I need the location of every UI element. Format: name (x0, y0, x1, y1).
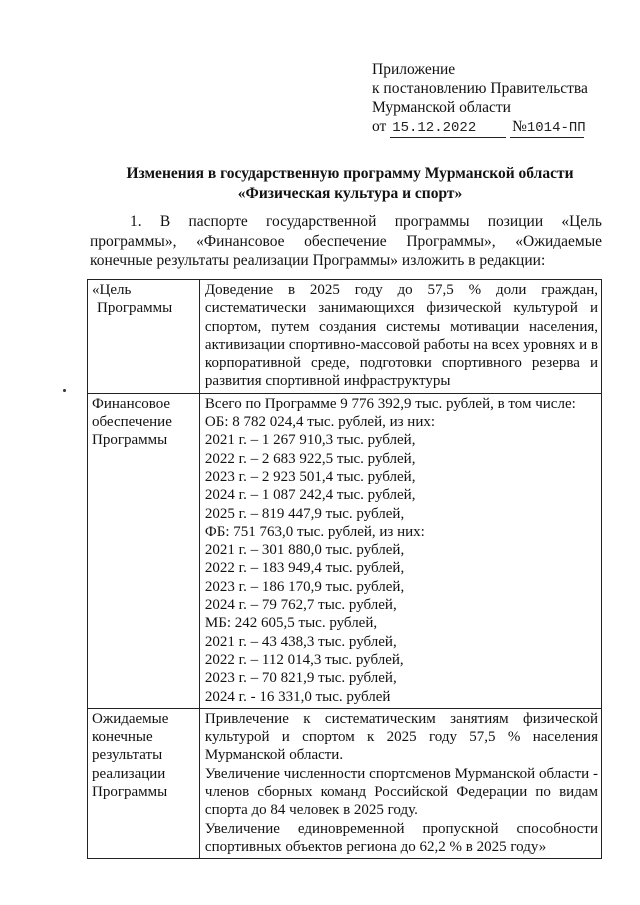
from-label: от (372, 118, 387, 135)
table-row (88, 393, 602, 708)
row-label-goal: «Цель Программы (88, 280, 200, 394)
financing-line: 2023 г. – 186 170,9 тыс. рублей, (204, 578, 405, 595)
financing-line: 2025 г. – 819 447,9 тыс. рублей, (204, 505, 405, 522)
financing-line: ОБ: 8 782 024,4 тыс. рублей, из них: (204, 414, 436, 431)
table-row (88, 280, 602, 394)
title-line-1: Изменения в государственную программу Мурманской области (126, 165, 574, 182)
table-row (88, 708, 602, 858)
financing-line: 2023 г. – 2 923 501,4 тыс. рублей, (204, 468, 416, 485)
decree-number: №1014-ПП (512, 118, 586, 136)
appendix-region: Мурманской области (372, 99, 511, 116)
intro-text: 1. В паспорте государственной программы позиции «Цель программы», «Финансовое обеспечение Программы», «Ожидаемые конечные результаты реализации Программы» изложить в редакции: (90, 213, 602, 269)
document-title (90, 164, 610, 204)
result-paragraph: Увеличение единовременной пропускной способности спортивных объектов региона до 62,2 % в 2025 году» (204, 820, 598, 855)
financing-line: 2021 г. – 301 880,0 тыс. рублей, (204, 542, 405, 559)
financing-line: ФБ: 751 763,0 тыс. рублей, из них: (204, 523, 425, 540)
passport-table (87, 279, 602, 859)
row-content-goal: Доведение в 2025 году до 57,5 % доли граждан, систематически занимающихся физической культурой и спортом, путем создания системы мотивации населения, активизации спортивно-массовой работы на всех уровнях и в корпоративной среде, подготовки спортивного резерва и развития спортивной инфраструктуры (199, 280, 601, 394)
financing-line: 2023 г. – 70 821,9 тыс. рублей, (204, 670, 397, 687)
row-content-results (199, 708, 601, 858)
row-label-results: Ожидаемые конечные результаты реализации Программы (88, 708, 200, 858)
appendix-header (372, 60, 588, 138)
row-label-financing: Финансовое обеспечение Программы (88, 393, 200, 708)
scan-dot (63, 389, 66, 392)
financing-line: 2024 г. – 1 087 242,4 тыс. рублей, (204, 487, 416, 504)
financing-line: МБ: 242 605,5 тыс. рублей, (204, 615, 378, 632)
financing-line: 2022 г. – 183 949,4 тыс. рублей, (204, 560, 405, 577)
intro-paragraph (90, 212, 602, 271)
row-content-financing (199, 393, 601, 708)
result-paragraph: Увеличение численности спортсменов Мурманской области - членов сборных команд Российской Федерации по видам спорта до 84 человек в 2025 году. (204, 765, 598, 819)
financing-line: 2024 г. – 79 762,7 тыс. рублей, (204, 597, 397, 614)
title-line-2: «Физическая культура и спорт» (237, 185, 463, 202)
financing-line: 2022 г. – 112 014,3 тыс. рублей, (204, 651, 404, 668)
decree-date: 15.12.2022 (390, 118, 506, 138)
financing-line: Всего по Программе 9 776 392,9 тыс. рублей, в том числе: (204, 395, 576, 412)
financing-line: 2021 г. – 43 438,3 тыс. рублей, (204, 633, 397, 650)
appendix-reference: к постановлению Правительства (372, 80, 588, 97)
appendix-title: Приложение (372, 61, 456, 78)
financing-line: 2022 г. – 2 683 922,5 тыс. рублей, (204, 450, 416, 467)
decree-date-line (372, 117, 588, 138)
financing-line: 2024 г. - 16 331,0 тыс. рублей (204, 688, 391, 705)
financing-line: 2021 г. – 1 267 910,3 тыс. рублей, (204, 432, 416, 449)
result-paragraph: Привлечение к систематическим занятиям физической культурой и спортом к 2025 году 57,5 % населения Мурманской области. (204, 710, 598, 764)
